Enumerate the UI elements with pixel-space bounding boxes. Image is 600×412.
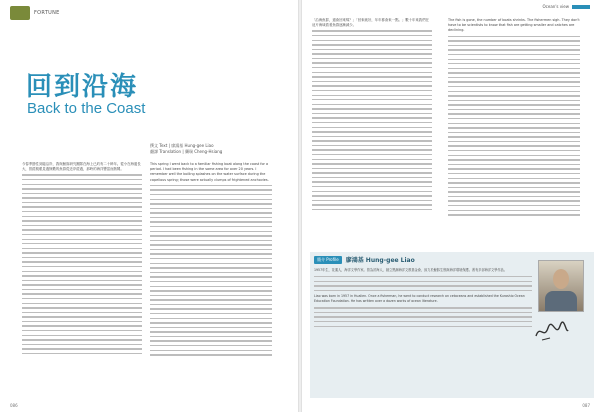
header-mark-icon: [572, 5, 590, 9]
left-column-en: [150, 162, 272, 390]
body-text-lines: [150, 185, 272, 356]
section-tab: [10, 4, 60, 22]
profile-text: [314, 268, 532, 330]
byline: [150, 143, 260, 155]
left-page: [0, 0, 298, 412]
right-page: [302, 0, 600, 412]
left-col1-intro: 今春季節性到臨沿岸，我與鯨豚研究團隊在海上已約有二十餘年。從小在海邊長大，曾經親眼見過無數的魚群從近岸經過，那時的海洋豐富而熱鬧。: [22, 162, 141, 172]
byline-translator: 翻譯 Translation | 龔瑞 Cheng-Hsiang: [150, 149, 223, 154]
author-profile-box: [310, 252, 594, 398]
profile-text-en: Liao was born in 1957 in Hualien. Once a fisherman, he went to conduct research on cetaceans and established the Kuroshio Ocean Education Foundation. He has written over a dozen works of ocean literature.: [314, 294, 525, 304]
section-logo-icon: [10, 6, 30, 20]
profile-badge: 簡介 Profile: [314, 256, 342, 264]
page-number-right: 087: [582, 403, 590, 408]
profile-header: [314, 255, 415, 264]
right-col1-intro: 「沿海魚群，還會回來嗎？」「回來就好，年年都會來一點。」數十年來我們在這片海域看著魚群逐漸減少。: [312, 18, 429, 28]
body-text-lines: [312, 30, 432, 210]
profile-text-lines: [314, 276, 532, 291]
author-signature-icon: [534, 320, 570, 345]
article-title-zh: 回到沿海: [26, 72, 139, 102]
author-face: [553, 269, 569, 289]
author-photo: [538, 260, 584, 312]
page-number-left: 086: [10, 403, 18, 408]
header-label: Ocean's view: [542, 4, 569, 9]
author-body: [545, 291, 577, 311]
body-text-lines: [22, 174, 142, 354]
right-header: [543, 4, 590, 9]
body-text-lines: [448, 36, 580, 216]
byline-author: 撰文 Text | 廖鴻基 Hung-gee Liao: [150, 143, 214, 148]
profile-name: 廖鴻基 Hung-gee Liao: [345, 257, 415, 264]
profile-text-lines: [314, 307, 532, 327]
signature-svg: [534, 320, 570, 344]
profile-text-zh: 1957年生，花蓮人，海洋文學作家。曾為討海人，創立黑潮海洋文教基金會，致力於鯨豚生態與海洋環境保護。著有多部海洋文學作品。: [314, 268, 507, 272]
left-column-zh: [22, 162, 142, 390]
right-column-en: [448, 18, 580, 244]
left-col2-intro: This spring I went back to a familiar fishing boat along the coast for a period. I had been fishing in the same area for over 20 years. I remember well the boiling splashes on the water surface during the capelious spring; those were actually clumps of frightened anchovies.: [150, 162, 269, 182]
section-label: FORTUNE: [34, 10, 60, 16]
right-col2-intro: The fish is gone, the number of boats shrinks. The fishermen sigh. They don't have to be scientists to know that fish are getting smaller and catches are declining.: [448, 18, 580, 33]
right-column-zh: [312, 18, 432, 244]
article-title-en: Back to the Coast: [27, 100, 146, 117]
